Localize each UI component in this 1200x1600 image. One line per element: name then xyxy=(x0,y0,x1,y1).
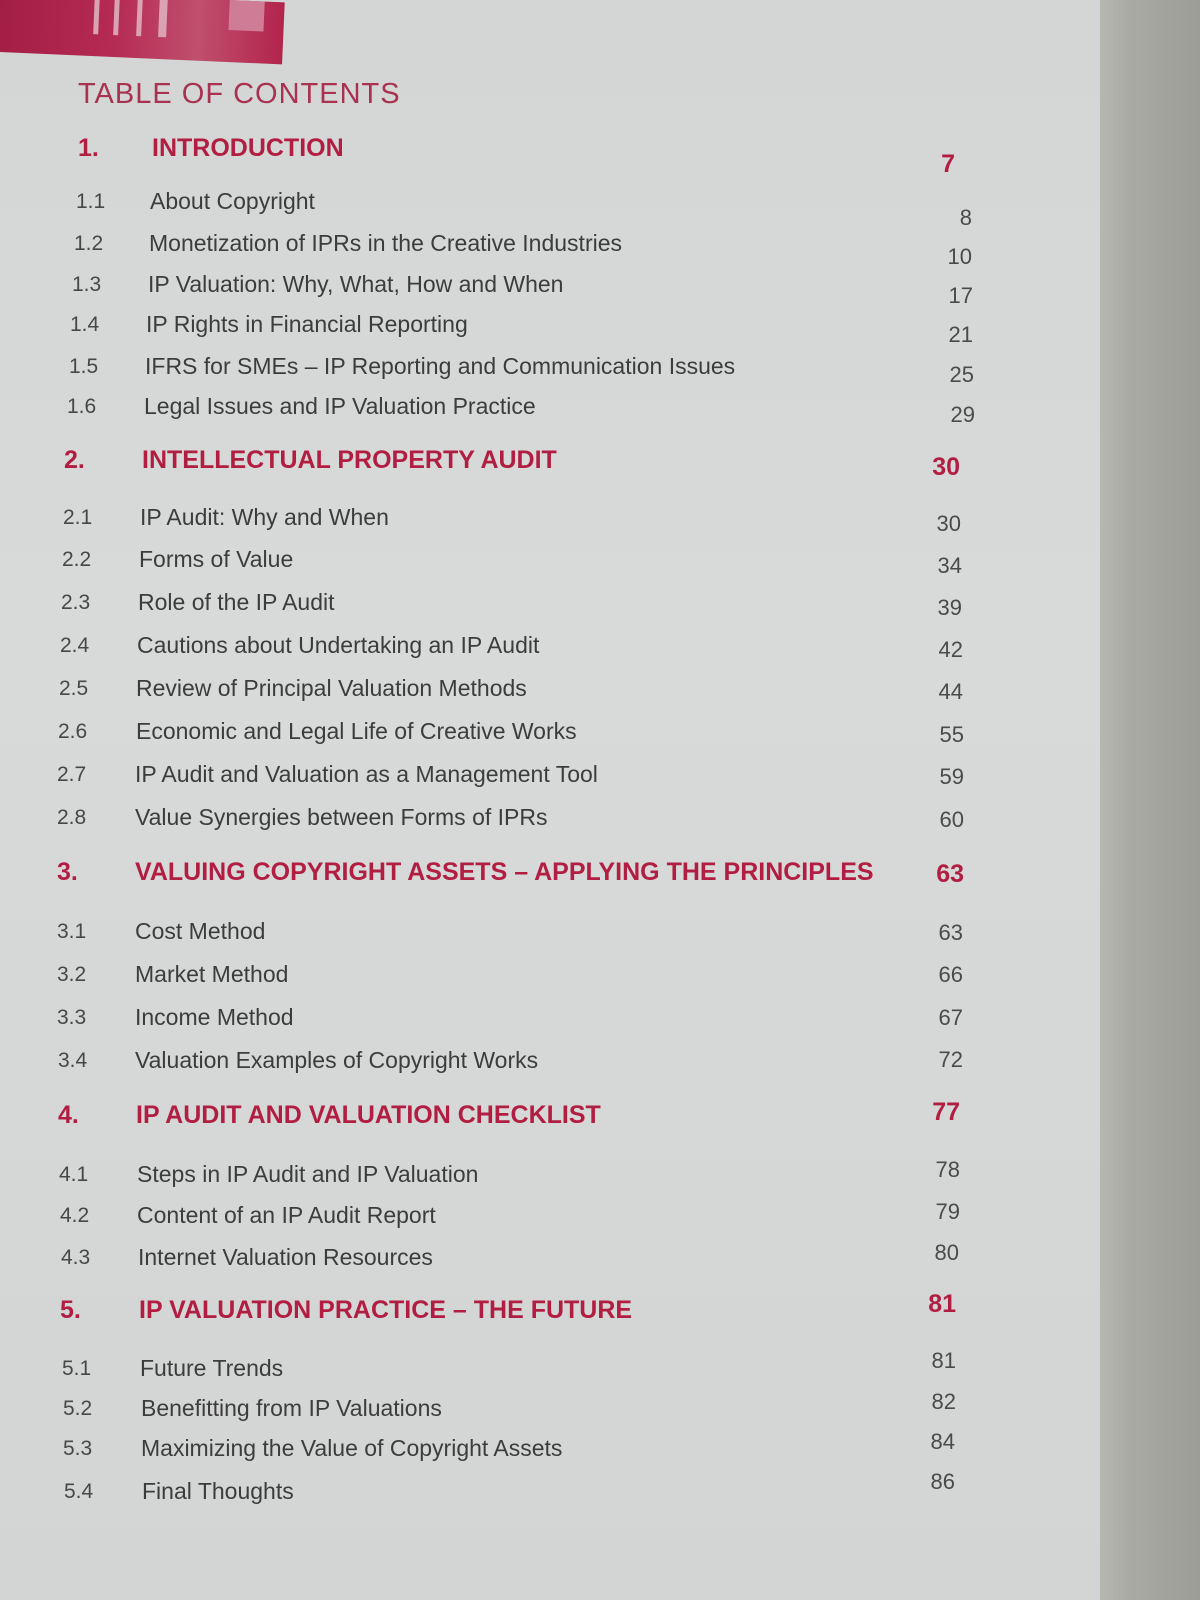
subsection-page-number: 34 xyxy=(937,553,962,578)
subsection-title: Internet Valuation Resources xyxy=(138,1244,433,1270)
subsection-row xyxy=(0,761,1000,797)
subsection-row xyxy=(0,1004,1000,1040)
subsection-row xyxy=(0,1348,1000,1391)
subsection-title: Role of the IP Audit xyxy=(138,589,335,615)
subsection-page-number: 21 xyxy=(948,322,973,347)
subsection-number: 3.4 xyxy=(58,1049,88,1072)
corner-photo-strip xyxy=(0,0,285,64)
subsection-title: IP Rights in Financial Reporting xyxy=(146,311,468,337)
subsection-number: 4.1 xyxy=(59,1163,89,1186)
subsection-title: IP Audit: Why and When xyxy=(140,504,389,530)
section-title: VALUING COPYRIGHT ASSETS – APPLYING THE PRINCIPLES xyxy=(135,858,874,886)
subsection-number: 2.2 xyxy=(62,548,92,571)
section-row xyxy=(0,134,1000,178)
subsection-number: 2.6 xyxy=(58,720,88,743)
subsection-row xyxy=(0,311,1000,347)
subsection-title: Cost Method xyxy=(135,918,266,944)
subsection-row xyxy=(0,1389,1000,1431)
section-title: IP VALUATION PRACTICE – THE FUTURE xyxy=(139,1296,633,1324)
section-number: 5. xyxy=(60,1296,81,1324)
section-page-number: 30 xyxy=(932,453,960,481)
subsection-page-number: 78 xyxy=(935,1157,960,1182)
subsection-title: Maximizing the Value of Copyright Assets xyxy=(141,1435,563,1461)
subsection-row xyxy=(0,589,1000,625)
subsection-number: 2.8 xyxy=(57,806,87,829)
section-number: 2. xyxy=(64,446,85,474)
subsection-row xyxy=(0,1199,1000,1238)
subsection-number: 5.3 xyxy=(63,1437,93,1460)
subsection-number: 3.2 xyxy=(57,963,87,986)
subsection-row xyxy=(0,1047,1000,1083)
subsection-row xyxy=(0,393,1000,429)
subsection-title: Benefitting from IP Valuations xyxy=(141,1395,442,1421)
subsection-number: 1.1 xyxy=(76,190,106,213)
subsection-row xyxy=(0,718,1000,754)
subsection-title: Forms of Value xyxy=(139,546,294,572)
subsection-page-number: 29 xyxy=(950,402,975,427)
subsection-title: Legal Issues and IP Valuation Practice xyxy=(144,393,536,419)
subsection-number: 3.3 xyxy=(57,1006,87,1029)
subsection-row xyxy=(0,230,1000,269)
subsection-row xyxy=(0,918,1000,954)
subsection-number: 1.5 xyxy=(69,355,99,378)
subsection-title: IP Valuation: Why, What, How and When xyxy=(148,271,564,297)
section-title: IP AUDIT AND VALUATION CHECKLIST xyxy=(136,1101,601,1129)
subsection-page-number: 81 xyxy=(931,1348,956,1373)
section-number: 3. xyxy=(57,858,78,886)
subsection-page-number: 63 xyxy=(938,920,963,945)
subsection-number: 4.3 xyxy=(61,1246,91,1269)
subsection-title: Cautions about Undertaking an IP Audit xyxy=(137,632,540,658)
subsection-page-number: 25 xyxy=(949,362,974,387)
subsection-title: Future Trends xyxy=(140,1355,284,1381)
subsection-page-number: 86 xyxy=(930,1469,955,1494)
subsection-number: 2.4 xyxy=(60,634,90,657)
subsection-page-number: 30 xyxy=(936,511,961,536)
subsection-page-number: 55 xyxy=(939,722,964,747)
subsection-number: 5.2 xyxy=(63,1397,93,1420)
subsection-row xyxy=(0,675,1000,711)
subsection-row xyxy=(0,504,1000,540)
subsection-title: About Copyright xyxy=(150,188,315,214)
subsection-title: Valuation Examples of Copyright Works xyxy=(135,1047,539,1073)
subsection-row xyxy=(0,546,1000,582)
subsection-row xyxy=(0,804,1000,840)
subsection-page-number: 79 xyxy=(935,1199,960,1224)
section-row xyxy=(0,446,1000,482)
subsection-page-number: 67 xyxy=(938,1005,963,1030)
subsection-number: 1.6 xyxy=(67,395,97,418)
section-page-number: 77 xyxy=(932,1098,960,1126)
subsection-row xyxy=(0,1240,1000,1280)
subsection-number: 2.3 xyxy=(61,591,91,614)
section-number: 1. xyxy=(78,134,99,162)
subsection-row xyxy=(0,961,1000,997)
subsection-number: 5.4 xyxy=(64,1480,94,1503)
subsection-title: IFRS for SMEs – IP Reporting and Communication Issues xyxy=(145,353,736,379)
section-row xyxy=(0,1098,1000,1137)
subsection-page-number: 59 xyxy=(939,764,964,789)
subsection-number: 5.1 xyxy=(62,1357,92,1380)
subsection-page-number: 66 xyxy=(938,962,963,987)
subsection-number: 1.2 xyxy=(74,232,104,255)
subsection-title: Economic and Legal Life of Creative Works xyxy=(136,718,577,744)
subsection-title: Content of an IP Audit Report xyxy=(137,1202,436,1228)
subsection-page-number: 72 xyxy=(938,1047,963,1072)
subsection-number: 2.1 xyxy=(63,506,93,529)
subsection-page-number: 10 xyxy=(947,244,972,269)
subsection-number: 1.4 xyxy=(70,313,100,336)
section-row xyxy=(0,1290,1000,1332)
subsection-title: Steps in IP Audit and IP Valuation xyxy=(137,1161,479,1187)
subsection-row xyxy=(0,1429,1000,1471)
section-page-number: 63 xyxy=(936,860,964,888)
subsection-page-number: 42 xyxy=(938,637,963,662)
subsection-page-number: 82 xyxy=(931,1389,956,1414)
subsection-row xyxy=(0,353,1000,389)
subsection-title: Review of Principal Valuation Methods xyxy=(136,675,527,701)
subsection-title: Market Method xyxy=(135,961,289,987)
subsection-title: Monetization of IPRs in the Creative Industries xyxy=(149,230,623,256)
page-edge xyxy=(1100,0,1200,1600)
section-title: INTELLECTUAL PROPERTY AUDIT xyxy=(142,446,557,474)
subsection-row xyxy=(0,632,1000,668)
subsection-number: 2.7 xyxy=(57,763,87,786)
subsection-row xyxy=(0,1157,1000,1197)
subsection-page-number: 39 xyxy=(937,595,962,620)
subsection-page-number: 44 xyxy=(938,679,963,704)
subsection-title: Value Synergies between Forms of IPRs xyxy=(135,804,548,830)
subsection-page-number: 84 xyxy=(930,1429,955,1454)
subsection-number: 1.3 xyxy=(72,273,102,296)
subsection-row xyxy=(0,188,1000,230)
subsection-title: IP Audit and Valuation as a Management Tool xyxy=(135,761,598,787)
subsection-page-number: 17 xyxy=(948,283,973,308)
subsection-title: Income Method xyxy=(135,1004,294,1030)
section-page-number: 7 xyxy=(941,150,955,178)
subsection-number: 2.5 xyxy=(59,677,89,700)
subsection-number: 3.1 xyxy=(57,920,87,943)
subsection-page-number: 8 xyxy=(959,205,972,230)
subsection-row xyxy=(0,1469,1000,1514)
subsection-page-number: 80 xyxy=(934,1240,959,1265)
section-title: INTRODUCTION xyxy=(152,134,344,162)
section-row xyxy=(0,858,1000,894)
subsection-page-number: 60 xyxy=(939,807,964,832)
section-number: 4. xyxy=(58,1101,79,1129)
subsection-row xyxy=(0,271,1000,307)
subsection-number: 4.2 xyxy=(60,1204,90,1227)
toc-heading: TABLE OF CONTENTS xyxy=(78,78,401,110)
subsection-title: Final Thoughts xyxy=(142,1478,294,1504)
section-page-number: 81 xyxy=(928,1290,956,1318)
